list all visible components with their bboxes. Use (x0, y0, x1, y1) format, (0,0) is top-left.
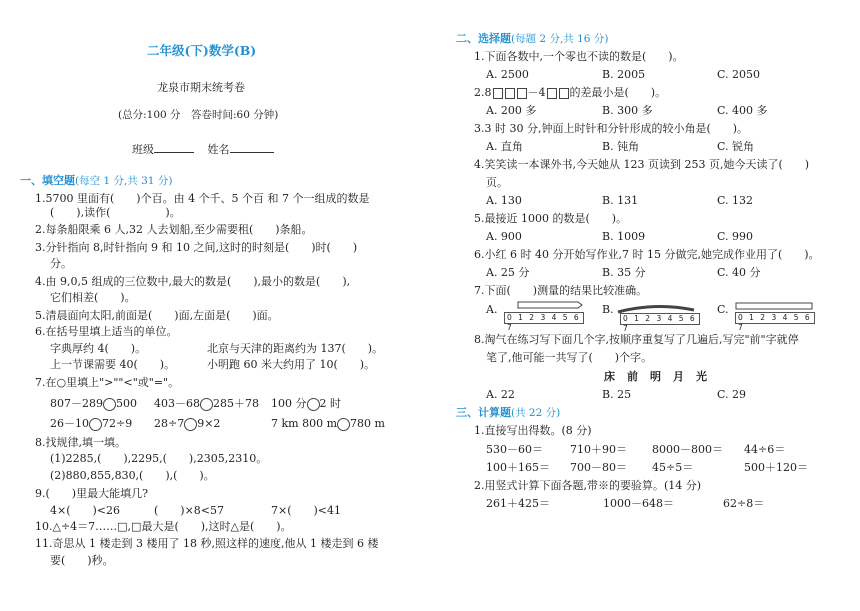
calc-item: 700－80＝ (570, 461, 627, 474)
mc-q8-line2: 笔了,他可能一共写了( )个字。 (486, 351, 653, 364)
q5: 5.清晨面向太阳,前面是( )面,左面是( )面。 (35, 309, 279, 322)
section-2-title: 二、选择题 (456, 32, 511, 45)
mc-q7-option-b[interactable]: B. (602, 303, 614, 316)
mc-q7: 7.下面( )测量的结果比较准确。 (474, 284, 648, 297)
ruler-b: 0 1 2 3 4 5 6 7 (620, 313, 700, 325)
mc-q8-option-b[interactable]: B. 25 (602, 388, 632, 401)
q9: 9.( )里最大能填几? (35, 487, 148, 500)
compare-circle[interactable] (337, 418, 350, 431)
name-label: 姓名 (207, 143, 230, 156)
calc-item: 100＋165＝ (486, 461, 550, 474)
calc-item: 45÷5＝ (652, 461, 694, 474)
class-blank[interactable] (154, 152, 194, 153)
q6-item-2: 北京与天津的距离约为 137( )。 (207, 342, 384, 355)
subtitle: 龙泉市期末统考卷 (157, 81, 245, 94)
q7-row2-b: 28÷7 9×2 (154, 417, 221, 430)
compare-circle[interactable] (103, 398, 116, 411)
mc-q5: 5.最接近 1000 的数是( )。 (474, 212, 628, 225)
digit-box[interactable] (547, 88, 557, 99)
digit-box[interactable] (517, 88, 527, 99)
q9-item-2: ( )×8<57 (154, 504, 225, 517)
q4-line2: 它们相差( )。 (50, 291, 136, 304)
section-2-note: (每题 2 分,共 16 分) (511, 33, 609, 45)
mc-q3-option-c[interactable]: C. 锐角 (717, 140, 755, 153)
measured-object-c (735, 302, 815, 310)
mc-q1-option-a[interactable]: A. 2500 (486, 68, 529, 81)
exam-meta: (总分:100 分 答卷时间:60 分钟) (118, 109, 279, 121)
digit-box[interactable] (493, 88, 503, 99)
calc-item: 1000－648＝ (603, 497, 674, 510)
q11-line2: 要( )秒。 (50, 554, 114, 567)
mc-q3-option-a[interactable]: A. 直角 (486, 140, 523, 153)
mc-q4-option-c[interactable]: C. 132 (717, 194, 754, 207)
q8-row1: (1)2285,( ),2295,( ),2305,2310。 (50, 452, 268, 465)
mc-q4-line2: 页。 (486, 176, 508, 189)
section-1-title: 一、填空题 (20, 174, 75, 187)
calc-item: 261＋425＝ (486, 497, 550, 510)
section-2-header (456, 32, 608, 46)
q10: 10.△÷4＝7……□,□最大是( ),这时△是( )。 (35, 520, 292, 533)
q6-item-3: 上一节课需要 40( )。 (50, 358, 176, 371)
section-3-note: (共 22 分) (511, 407, 561, 419)
compare-circle[interactable] (184, 418, 197, 431)
calc-item: 500＋120＝ (744, 461, 808, 474)
q9-item-3: 7×( )<41 (271, 504, 342, 517)
calc-item: 530－60＝ (486, 443, 543, 456)
mc-q6-option-b[interactable]: B. 35 分 (602, 266, 646, 279)
calc-q1: 1.直接写出得数。(8 分) (474, 424, 592, 437)
mc-q3: 3.3 时 30 分,钟面上时针和分针形成的较小角是( )。 (474, 122, 749, 135)
mc-q7-option-c[interactable]: C. (717, 303, 729, 316)
mc-q4-line1: 4.笑笑读一本课外书,今天她从 123 页读到 253 页,她今天读了( ) (474, 158, 810, 171)
mc-q8-option-a[interactable]: A. 22 (486, 388, 515, 401)
page-title: 二年级(下)数学(B) (147, 43, 257, 58)
q3-line1: 3.分针指向 8,时针指向 9 和 10 之间,这时的时刻是( )时( ) (35, 241, 358, 254)
section-1-header (20, 174, 172, 188)
mc-q2-option-c[interactable]: C. 400 多 (717, 104, 768, 117)
q11-line1: 11.奇思从 1 楼走到 3 楼用了 18 秒,照这样的速度,他从 1 楼走到 6 楼 (35, 537, 379, 550)
q6: 6.在括号里填上适当的单位。 (35, 325, 178, 338)
compare-circle[interactable] (89, 418, 102, 431)
mc-q2: 2.8 －4 的差最小是( )。 (474, 86, 667, 99)
q6-item-4: 小明跑 60 米大约用了 10( )。 (207, 358, 376, 371)
section-3-title: 三、计算题 (456, 406, 511, 419)
mc-q1: 1.下面各数中,一个零也不读的数是( )。 (474, 50, 684, 63)
calc-item: 44÷6＝ (744, 443, 786, 456)
mc-q5-option-c[interactable]: C. 990 (717, 230, 754, 243)
ruler-c: 0 1 2 3 4 5 6 7 (735, 312, 815, 324)
q4-line1: 4.由 9,0,5 组成的三位数中,最大的数是( ),最小的数是( ), (35, 275, 351, 288)
mc-q4-option-b[interactable]: B. 131 (602, 194, 639, 207)
mc-q8-option-c[interactable]: C. 29 (717, 388, 747, 401)
q8: 8.找规律,填一填。 (35, 436, 126, 449)
mc-q1-option-b[interactable]: B. 2005 (602, 68, 646, 81)
practice-characters: 床 前 明 月 光 (604, 370, 707, 383)
q7: 7.在○里填上">""<"或"="。 (35, 376, 180, 389)
q2: 2.每条船限乘 6 人,32 人去划船,至少需要租( )条船。 (35, 223, 313, 236)
mc-q1-option-c[interactable]: C. 2050 (717, 68, 761, 81)
q3-line2: 分。 (50, 257, 72, 270)
mc-q2-option-b[interactable]: B. 300 多 (602, 104, 653, 117)
q9-item-1: 4×( )<26 (50, 504, 121, 517)
section-1-note: (每空 1 分,共 31 分) (75, 175, 173, 187)
mc-q3-option-b[interactable]: B. 钝角 (602, 140, 640, 153)
mc-q2-option-a[interactable]: A. 200 多 (486, 104, 537, 117)
mc-q6-option-c[interactable]: C. 40 分 (717, 266, 761, 279)
q7-row1-b: 403－68 285＋78 (154, 397, 259, 410)
mc-q6-option-a[interactable]: A. 25 分 (486, 266, 530, 279)
mc-q8-line1: 8.淘气在练习写下面几个字,按顺序重复写了几遍后,写完"前"字就停 (474, 333, 799, 346)
class-label: 班级 (132, 143, 154, 156)
section-3-header (456, 406, 560, 420)
mc-q7-option-a[interactable]: A. (486, 303, 498, 316)
digit-box[interactable] (505, 88, 515, 99)
class-name-line (132, 143, 274, 157)
calc-item: 710＋90＝ (570, 443, 627, 456)
q7-row2-a: 26－10 72÷9 (50, 417, 133, 430)
mc-q6: 6.小红 6 时 40 分开始写作业,7 时 15 分做完,她完成作业用了( )。 (474, 248, 820, 261)
compare-circle[interactable] (200, 398, 213, 411)
measured-object-a (514, 301, 586, 309)
q7-row1-c: 100 分 2 时 (271, 397, 341, 410)
q1-line2: ( ),读作( )。 (50, 206, 181, 219)
q7-row2-c: 7 km 800 m 780 m (271, 417, 385, 430)
calc-q2: 2.用竖式计算下面各题,带※的要验算。(14 分) (474, 479, 702, 492)
name-blank[interactable] (230, 152, 274, 153)
q1-line1: 1.5700 里面有( )个百。由 4 个千、5 个百 和 7 个一组成的数是 (35, 192, 370, 205)
calc-item: 8000－800＝ (652, 443, 723, 456)
q7-row1-a: 807－289 500 (50, 397, 137, 410)
compare-circle[interactable] (307, 398, 320, 411)
q8-row2: (2)880,855,830,( ),( )。 (50, 469, 215, 482)
mc-q5-option-b[interactable]: B. 1009 (602, 230, 646, 243)
q6-item-1: 字典厚约 4( )。 (50, 342, 147, 355)
ruler-a: 0 1 2 3 4 5 6 7 (504, 312, 584, 324)
digit-box[interactable] (559, 88, 569, 99)
calc-item: 62÷8＝ (723, 497, 765, 510)
mc-q5-option-a[interactable]: A. 900 (486, 230, 522, 243)
mc-q4-option-a[interactable]: A. 130 (486, 194, 522, 207)
